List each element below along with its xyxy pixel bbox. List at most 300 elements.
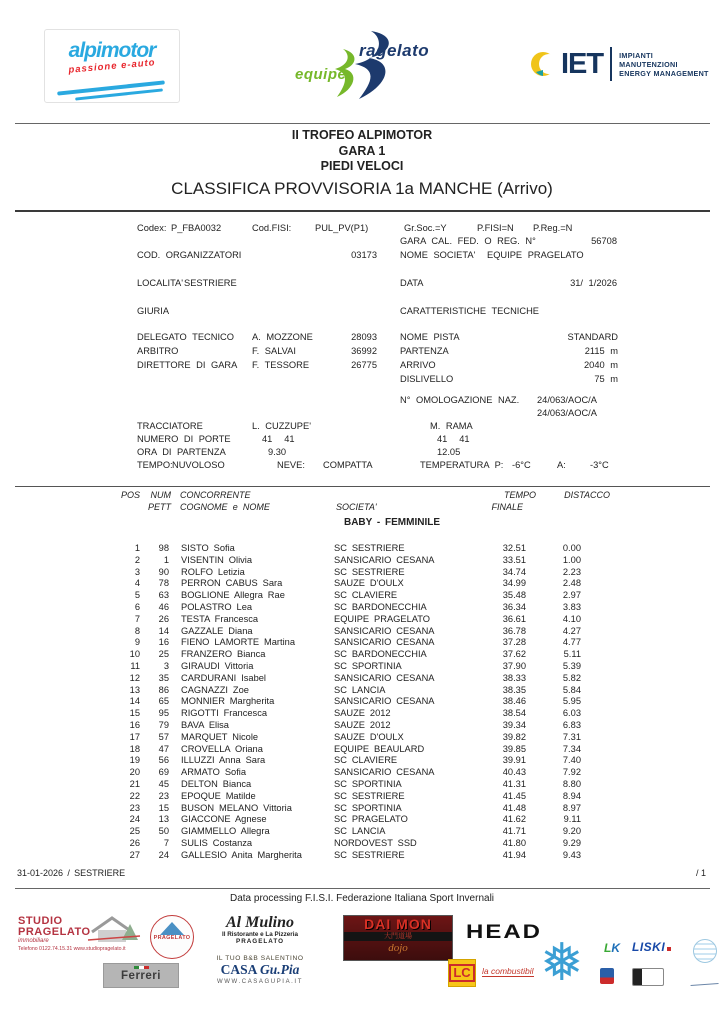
cell-gap: 9.20 bbox=[562, 826, 581, 837]
cell-gap: 7.40 bbox=[562, 755, 581, 766]
cell-time: 38.33 bbox=[502, 672, 526, 683]
cell-name: TESTA Francesca bbox=[181, 613, 259, 624]
tracciatore-1: L. CUZZUPE' bbox=[252, 421, 311, 431]
cell-name: VISENTIN Olivia bbox=[181, 554, 253, 565]
result-row bbox=[114, 791, 580, 803]
cell-gap: 9.11 bbox=[563, 814, 581, 825]
footer-page-number: / 1 bbox=[695, 868, 706, 878]
data-processing-note: Data processing F.I.S.I. Federazione Italiana Sport Invernali bbox=[229, 893, 495, 904]
house-icon bbox=[86, 914, 144, 944]
cell-club: NORDOVEST SSD bbox=[334, 837, 417, 848]
cell-name: SISTO Sofia bbox=[181, 543, 235, 553]
cell-bib: 15 bbox=[158, 802, 169, 813]
neve-label: NEVE: bbox=[277, 460, 305, 470]
pragelato-ski-school-badge bbox=[150, 915, 194, 959]
result-row bbox=[114, 685, 580, 697]
studio-line-2: PRAGELATO bbox=[18, 926, 91, 938]
cell-pos: 16 bbox=[129, 719, 140, 730]
cell-name: ROLFO Letizia bbox=[181, 566, 245, 577]
cell-pos: 21 bbox=[129, 778, 140, 789]
pista-value: 75 m bbox=[594, 374, 618, 384]
result-row bbox=[114, 590, 580, 602]
cell-time: 39.34 bbox=[502, 719, 526, 730]
equipe-script-text: equipe bbox=[295, 66, 347, 83]
daimon-dojo-text: dojo bbox=[388, 942, 408, 954]
cell-bib: 23 bbox=[158, 790, 169, 801]
gupia-name bbox=[205, 962, 315, 978]
col-pett: PETT bbox=[147, 502, 171, 512]
cell-name: CAGNAZZI Zoe bbox=[181, 684, 249, 695]
codfisi-value: PUL_PV(P1) bbox=[315, 223, 369, 233]
cell-time: 36.78 bbox=[502, 625, 526, 636]
gupia-casa: CASA bbox=[220, 962, 257, 977]
cell-club: SC BARDONECCHIA bbox=[334, 601, 427, 612]
localita-label: LOCALITA' bbox=[137, 278, 184, 288]
lk-logo bbox=[604, 941, 620, 955]
liski-accent bbox=[667, 947, 671, 951]
cell-time: 36.61 bbox=[502, 613, 526, 624]
iet-wordmark: IET bbox=[561, 47, 604, 80]
cell-bib: 63 bbox=[158, 590, 169, 601]
result-row bbox=[114, 814, 580, 826]
round-emblem-icon bbox=[693, 939, 717, 963]
result-row bbox=[114, 803, 580, 815]
cell-club: SAUZE 2012 bbox=[334, 719, 391, 730]
cell-name: MONNIER Margherita bbox=[181, 696, 275, 707]
col-societa: SOCIETA' bbox=[336, 502, 377, 512]
cell-pos: 15 bbox=[129, 708, 140, 719]
result-row bbox=[114, 602, 580, 614]
dai-mon-dojo-logo bbox=[343, 915, 453, 961]
cell-pos: 3 bbox=[134, 566, 140, 577]
cell-bib: 7 bbox=[163, 837, 169, 848]
ora-partenza-label: ORA DI PARTENZA bbox=[137, 447, 226, 457]
cell-name: MARQUET Nicole bbox=[181, 731, 259, 742]
cell-time: 41.80 bbox=[502, 837, 526, 848]
race-name: PIEDI VELOCI bbox=[320, 159, 404, 173]
cell-gap: 1.00 bbox=[562, 554, 581, 565]
grsoc-flag: Gr.Soc.=Y bbox=[404, 223, 447, 233]
cell-club: SAUZE D'OULX bbox=[334, 578, 404, 589]
pista-label: PARTENZA bbox=[400, 346, 449, 356]
cell-pos: 2 bbox=[134, 554, 140, 565]
cell-name: ARMATO Sofia bbox=[181, 767, 247, 778]
daimon-wordmark: DAI MON bbox=[364, 916, 432, 932]
cell-time: 35.48 bbox=[502, 590, 526, 601]
result-row bbox=[114, 850, 580, 862]
footer-rule bbox=[15, 888, 710, 889]
cell-gap: 9.43 bbox=[562, 849, 581, 860]
cod-organizzatori-value: 03173 bbox=[351, 250, 377, 260]
studio-contact: Telefono 0122.74.15.31 www.studiopragelato.it bbox=[18, 946, 126, 952]
jury-name: F. TESSORE bbox=[252, 360, 310, 370]
cell-pos: 26 bbox=[129, 837, 140, 848]
cell-club: SC LANCIA bbox=[334, 826, 386, 837]
cell-name: DELTON Bianca bbox=[181, 778, 252, 789]
cell-time: 41.62 bbox=[502, 814, 526, 825]
al-mulino-logo bbox=[205, 914, 315, 945]
jury-code: 28093 bbox=[351, 332, 377, 342]
cell-time: 38.35 bbox=[502, 684, 526, 695]
cell-name: GAZZALE Diana bbox=[181, 625, 253, 636]
ora-run2: 12.05 bbox=[437, 447, 461, 457]
cell-time: 34.99 bbox=[502, 578, 526, 589]
cell-time: 37.28 bbox=[502, 637, 526, 648]
pista-label: DISLIVELLO bbox=[400, 374, 454, 384]
lc-monogram: LC bbox=[449, 964, 474, 982]
porte-run2: 41 41 bbox=[437, 434, 470, 444]
pista-label: NOME PISTA bbox=[400, 332, 460, 342]
cell-bib: 46 bbox=[158, 601, 169, 612]
cell-club: SAUZE 2012 bbox=[334, 708, 391, 719]
cell-name: SULIS Costanza bbox=[181, 837, 253, 848]
nome-societa-value: EQUIPE PRAGELATO bbox=[487, 250, 584, 260]
cell-bib: 47 bbox=[158, 743, 169, 754]
cell-time: 38.54 bbox=[502, 708, 526, 719]
porte-run1: 41 41 bbox=[262, 434, 295, 444]
cell-club: SC SESTRIERE bbox=[334, 849, 405, 860]
cell-gap: 6.03 bbox=[562, 708, 581, 719]
cell-gap: 5.84 bbox=[562, 684, 581, 695]
cell-time: 41.48 bbox=[502, 802, 526, 813]
cell-time: 41.71 bbox=[502, 826, 526, 837]
cell-pos: 6 bbox=[134, 601, 140, 612]
cell-name: GALLESIO Anita Margherita bbox=[181, 849, 302, 860]
cell-gap: 8.80 bbox=[562, 778, 581, 789]
cell-gap: 7.92 bbox=[562, 767, 581, 778]
cell-bib: 50 bbox=[158, 826, 169, 837]
cell-gap: 4.77 bbox=[562, 637, 581, 648]
cell-pos: 1 bbox=[134, 543, 140, 553]
cell-pos: 5 bbox=[134, 590, 140, 601]
cell-pos: 7 bbox=[134, 613, 140, 624]
cell-bib: 14 bbox=[158, 625, 169, 636]
cell-time: 34.74 bbox=[502, 566, 526, 577]
cell-club: SANSICARIO CESANA bbox=[334, 672, 435, 683]
lk-letter-k: K bbox=[611, 941, 621, 955]
cell-gap: 0.00 bbox=[562, 543, 581, 553]
result-row bbox=[114, 744, 580, 756]
cell-pos: 10 bbox=[129, 649, 140, 660]
signature-marks bbox=[689, 967, 718, 986]
cell-name: CROVELLA Oriana bbox=[181, 743, 263, 754]
cell-pos: 8 bbox=[134, 625, 140, 636]
cell-time: 41.45 bbox=[502, 790, 526, 801]
cell-club: SANSICARIO CESANA bbox=[334, 637, 435, 648]
cell-time: 40.43 bbox=[502, 767, 526, 778]
trophy-title: II TROFEO ALPIMOTOR bbox=[291, 128, 433, 142]
cell-gap: 2.23 bbox=[562, 566, 581, 577]
cell-pos: 22 bbox=[129, 790, 140, 801]
gara-cal-label: GARA CAL. FED. O REG. N° bbox=[400, 236, 536, 246]
result-row bbox=[114, 838, 580, 850]
cell-gap: 4.10 bbox=[562, 613, 581, 624]
localita-value: SESTRIERE bbox=[184, 278, 237, 288]
cell-time: 33.51 bbox=[502, 554, 526, 565]
jury-code: 26775 bbox=[351, 360, 377, 370]
cell-gap: 5.39 bbox=[562, 660, 581, 671]
cell-bib: 69 bbox=[158, 767, 169, 778]
cell-time: 39.91 bbox=[502, 755, 526, 766]
cell-bib: 13 bbox=[158, 814, 169, 825]
cell-club: SC CLAVIERE bbox=[334, 590, 398, 601]
gupia-url: WWW.CASAGUPIA.IT bbox=[217, 979, 303, 985]
category-heading: BABY - FEMMINILE bbox=[343, 517, 441, 528]
result-row bbox=[114, 696, 580, 708]
result-row bbox=[114, 661, 580, 673]
col-num: NUM bbox=[150, 490, 171, 500]
cell-gap: 8.97 bbox=[562, 802, 581, 813]
cell-club: SC SESTRIERE bbox=[334, 566, 405, 577]
cell-bib: 98 bbox=[158, 543, 169, 553]
cell-pos: 25 bbox=[129, 826, 140, 837]
cell-pos: 18 bbox=[129, 743, 140, 754]
cell-name: GIRAUDI Vittoria bbox=[181, 660, 254, 671]
data-value: 31/ 1/2026 bbox=[570, 278, 617, 288]
gupia-script: Gu.Pia bbox=[260, 962, 300, 977]
result-row bbox=[114, 543, 580, 555]
temperatura-partenza: -6°C bbox=[512, 460, 531, 470]
cell-bib: 90 bbox=[158, 566, 169, 577]
cell-name: EPOQUE Matilde bbox=[181, 790, 256, 801]
pista-label: ARRIVO bbox=[400, 360, 436, 370]
cell-club: SC LANCIA bbox=[334, 684, 386, 695]
liski-logo bbox=[632, 940, 671, 954]
cell-name: PERRON CABUS Sara bbox=[181, 578, 283, 589]
fisi-mini-logo bbox=[600, 968, 614, 984]
cell-pos: 23 bbox=[129, 802, 140, 813]
tempo-label: TEMPO: bbox=[137, 460, 173, 470]
cell-club: SANSICARIO CESANA bbox=[334, 696, 435, 707]
col-finale: FINALE bbox=[491, 502, 523, 512]
col-concorrente: CONCORRENTE bbox=[180, 490, 251, 500]
cell-pos: 19 bbox=[129, 755, 140, 766]
codex-value: P_FBA0032 bbox=[171, 223, 222, 233]
result-row bbox=[114, 637, 580, 649]
cell-gap: 5.11 bbox=[563, 649, 581, 660]
result-row bbox=[114, 626, 580, 638]
cell-gap: 2.97 bbox=[562, 590, 581, 601]
caratteristiche-heading: CARATTERISTICHE TECNICHE bbox=[400, 306, 539, 316]
result-row bbox=[114, 555, 580, 567]
classification-title: CLASSIFICA PROVVISORIA 1a MANCHE (Arrivo) bbox=[171, 178, 553, 198]
cell-club: SANSICARIO CESANA bbox=[334, 554, 435, 565]
la-combustibil-wordmark: la combustibil bbox=[482, 966, 534, 976]
cell-pos: 27 bbox=[129, 849, 140, 860]
footer-date-place: 31-01-2026 / SESTRIERE bbox=[17, 868, 126, 878]
jury-name: F. SALVAI bbox=[252, 346, 296, 356]
gupia-tagline: IL TUO B&B SALENTINO bbox=[216, 955, 304, 962]
codex-label: Codex: bbox=[137, 223, 167, 233]
cell-time: 41.94 bbox=[502, 849, 526, 860]
al-mulino-place: PRAGELATO bbox=[236, 938, 284, 945]
cell-name: BUSON MELANO Vittoria bbox=[181, 802, 292, 813]
studio-pragelato-logo bbox=[18, 916, 148, 952]
cell-club: SC CLAVIERE bbox=[334, 755, 398, 766]
cell-name: FIENO LAMORTE Martina bbox=[181, 637, 295, 648]
jury-role: DIRETTORE DI GARA bbox=[137, 360, 238, 370]
cell-club: SC SESTRIERE bbox=[334, 543, 405, 553]
cell-name: GIAMMELLO Allegra bbox=[181, 826, 270, 837]
mountain-icon bbox=[160, 922, 184, 935]
tracciatore-label: TRACCIATORE bbox=[137, 421, 203, 431]
cell-name: POLASTRO Lea bbox=[181, 601, 253, 612]
result-row bbox=[114, 732, 580, 744]
cell-bib: 1 bbox=[163, 554, 169, 565]
cell-time: 39.85 bbox=[502, 743, 526, 754]
tempo-value: NUVOLOSO bbox=[172, 460, 225, 470]
tracciatore-2: M. RAMA bbox=[430, 421, 473, 431]
cell-gap: 3.83 bbox=[562, 601, 581, 612]
cell-gap: 7.34 bbox=[562, 743, 581, 754]
col-cognome: COGNOME e NOME bbox=[180, 502, 270, 512]
cell-gap: 6.83 bbox=[562, 719, 581, 730]
result-row bbox=[114, 614, 580, 626]
cell-time: 36.34 bbox=[502, 601, 526, 612]
cell-club: SC SESTRIERE bbox=[334, 790, 405, 801]
iet-line-3: ENERGY MANAGEMENT bbox=[619, 68, 709, 78]
cell-bib: 25 bbox=[158, 649, 169, 660]
omologazione-value-2: 24/063/AOC/A bbox=[537, 408, 597, 418]
cell-time: 32.51 bbox=[502, 543, 526, 553]
col-tempo: TEMPO bbox=[503, 490, 536, 500]
jury-name: A. MOZZONE bbox=[252, 332, 313, 342]
cell-name: BAVA Elisa bbox=[181, 719, 229, 730]
cell-club: SC SPORTINIA bbox=[334, 778, 402, 789]
omologazione-value-1: 24/063/AOC/A bbox=[537, 395, 597, 405]
snowflake-icon: ❅ bbox=[540, 934, 584, 992]
ferreri-logo bbox=[103, 963, 179, 988]
cell-bib: 65 bbox=[158, 696, 169, 707]
ferreri-wordmark: Ferreri bbox=[121, 970, 161, 982]
giuria-heading: GIURIA bbox=[137, 306, 170, 316]
cell-club: EQUIPE BEAULARD bbox=[334, 743, 425, 754]
porte-label: NUMERO DI PORTE bbox=[137, 434, 231, 444]
temperatura-arrivo: -3°C bbox=[590, 460, 609, 470]
cell-time: 41.31 bbox=[502, 778, 526, 789]
result-row bbox=[114, 755, 580, 767]
cell-name: BOGLIONE Allegra Rae bbox=[181, 590, 285, 601]
cell-gap: 7.31 bbox=[562, 731, 581, 742]
result-row bbox=[114, 708, 580, 720]
cell-bib: 16 bbox=[158, 637, 169, 648]
al-mulino-subtitle: Il Ristorante e La Pizzeria bbox=[222, 931, 298, 938]
result-row bbox=[114, 720, 580, 732]
result-row bbox=[114, 673, 580, 685]
cell-time: 39.82 bbox=[502, 731, 526, 742]
badge-text: PRAGELATO bbox=[153, 935, 191, 941]
cell-pos: 12 bbox=[129, 672, 140, 683]
alpimotor-tagline: passione e-auto bbox=[68, 57, 156, 76]
daimon-kanji: 大門道場 bbox=[344, 932, 452, 941]
la-combustibil-mark bbox=[448, 959, 476, 987]
jury-role: DELEGATO TECNICO bbox=[137, 332, 234, 342]
cell-bib: 35 bbox=[158, 672, 169, 683]
cell-time: 37.62 bbox=[502, 649, 526, 660]
cell-bib: 24 bbox=[158, 849, 169, 860]
pista-value: STANDARD bbox=[567, 332, 618, 342]
codfisi-label: Cod.FISI: bbox=[252, 223, 292, 233]
cell-gap: 2.48 bbox=[562, 578, 581, 589]
preg-flag: P.Reg.=N bbox=[533, 223, 573, 233]
casa-gupia-logo bbox=[205, 955, 315, 985]
result-row bbox=[114, 767, 580, 779]
result-row bbox=[114, 578, 580, 590]
data-label: DATA bbox=[400, 278, 424, 288]
cell-time: 37.90 bbox=[502, 660, 526, 671]
cell-name: ILLUZZI Anna Sara bbox=[181, 755, 266, 766]
col-pos: POS bbox=[120, 490, 140, 500]
cell-bib: 56 bbox=[158, 755, 169, 766]
cell-pos: 14 bbox=[129, 696, 140, 707]
liski-wordmark: LISKI bbox=[632, 940, 666, 954]
cell-pos: 9 bbox=[134, 637, 140, 648]
cell-club: EQUIPE PRAGELATO bbox=[334, 613, 431, 624]
al-mulino-name: Al Mulino bbox=[225, 914, 295, 931]
pfisi-flag: P.FISI=N bbox=[477, 223, 514, 233]
cell-club: SC SPORTINIA bbox=[334, 802, 402, 813]
cell-bib: 3 bbox=[163, 660, 169, 671]
cell-club: SANSICARIO CESANA bbox=[334, 625, 435, 636]
neve-value: COMPATTA bbox=[323, 460, 373, 470]
cell-pos: 4 bbox=[134, 578, 140, 589]
cell-pos: 11 bbox=[130, 660, 140, 671]
cell-bib: 26 bbox=[158, 613, 169, 624]
result-row bbox=[114, 649, 580, 661]
cell-bib: 78 bbox=[158, 578, 169, 589]
cell-name: FRANZERO Bianca bbox=[181, 649, 266, 660]
cell-gap: 9.29 bbox=[562, 837, 581, 848]
cell-name: GIACCONE Agnese bbox=[181, 814, 267, 825]
timing-partner-mini-logo bbox=[632, 968, 664, 986]
cell-gap: 5.95 bbox=[562, 696, 581, 707]
cell-bib: 45 bbox=[158, 778, 169, 789]
iet-line-1: IMPIANTI bbox=[619, 50, 654, 60]
cell-gap: 5.82 bbox=[562, 672, 581, 683]
alpimotor-wordmark: alpimotor bbox=[68, 39, 156, 62]
results-rows bbox=[114, 543, 580, 862]
cell-name: CARDURANI Isabel bbox=[181, 672, 266, 683]
cod-organizzatori-label: COD. ORGANIZZATORI bbox=[137, 250, 242, 260]
nome-societa-label: NOME SOCIETA' bbox=[400, 250, 476, 260]
cell-time: 38.46 bbox=[502, 696, 526, 707]
temperatura-label: TEMPERATURA P: bbox=[420, 460, 504, 470]
iet-line-2: MANUTENZIONI bbox=[619, 59, 678, 69]
omologazione-label: N° OMOLOGAZIONE NAZ. bbox=[400, 395, 520, 405]
studio-line-3: immobiliare bbox=[18, 938, 49, 944]
cell-club: SAUZE D'OULX bbox=[334, 731, 404, 742]
studio-line-1: STUDIO bbox=[18, 915, 63, 927]
head-logo: HEAD bbox=[466, 921, 543, 944]
temperatura-arrivo-label: A: bbox=[557, 460, 566, 470]
cell-gap: 4.27 bbox=[562, 625, 581, 636]
gara-cal-number: 56708 bbox=[591, 236, 617, 246]
pista-value: 2115 m bbox=[584, 346, 618, 356]
race-number: GARA 1 bbox=[338, 143, 386, 158]
cell-pos: 24 bbox=[129, 814, 140, 825]
result-row bbox=[114, 779, 580, 791]
cell-club: SC BARDONECCHIA bbox=[334, 649, 427, 660]
cell-bib: 95 bbox=[158, 708, 169, 719]
cell-pos: 20 bbox=[129, 767, 140, 778]
cell-gap: 8.94 bbox=[562, 790, 581, 801]
result-row bbox=[114, 826, 580, 838]
cell-name: RIGOTTI Francesca bbox=[181, 708, 268, 719]
ora-run1: 9.30 bbox=[268, 447, 287, 457]
jury-role: ARBITRO bbox=[137, 346, 179, 356]
pista-value: 2040 m bbox=[584, 360, 618, 370]
cell-pos: 17 bbox=[129, 731, 140, 742]
